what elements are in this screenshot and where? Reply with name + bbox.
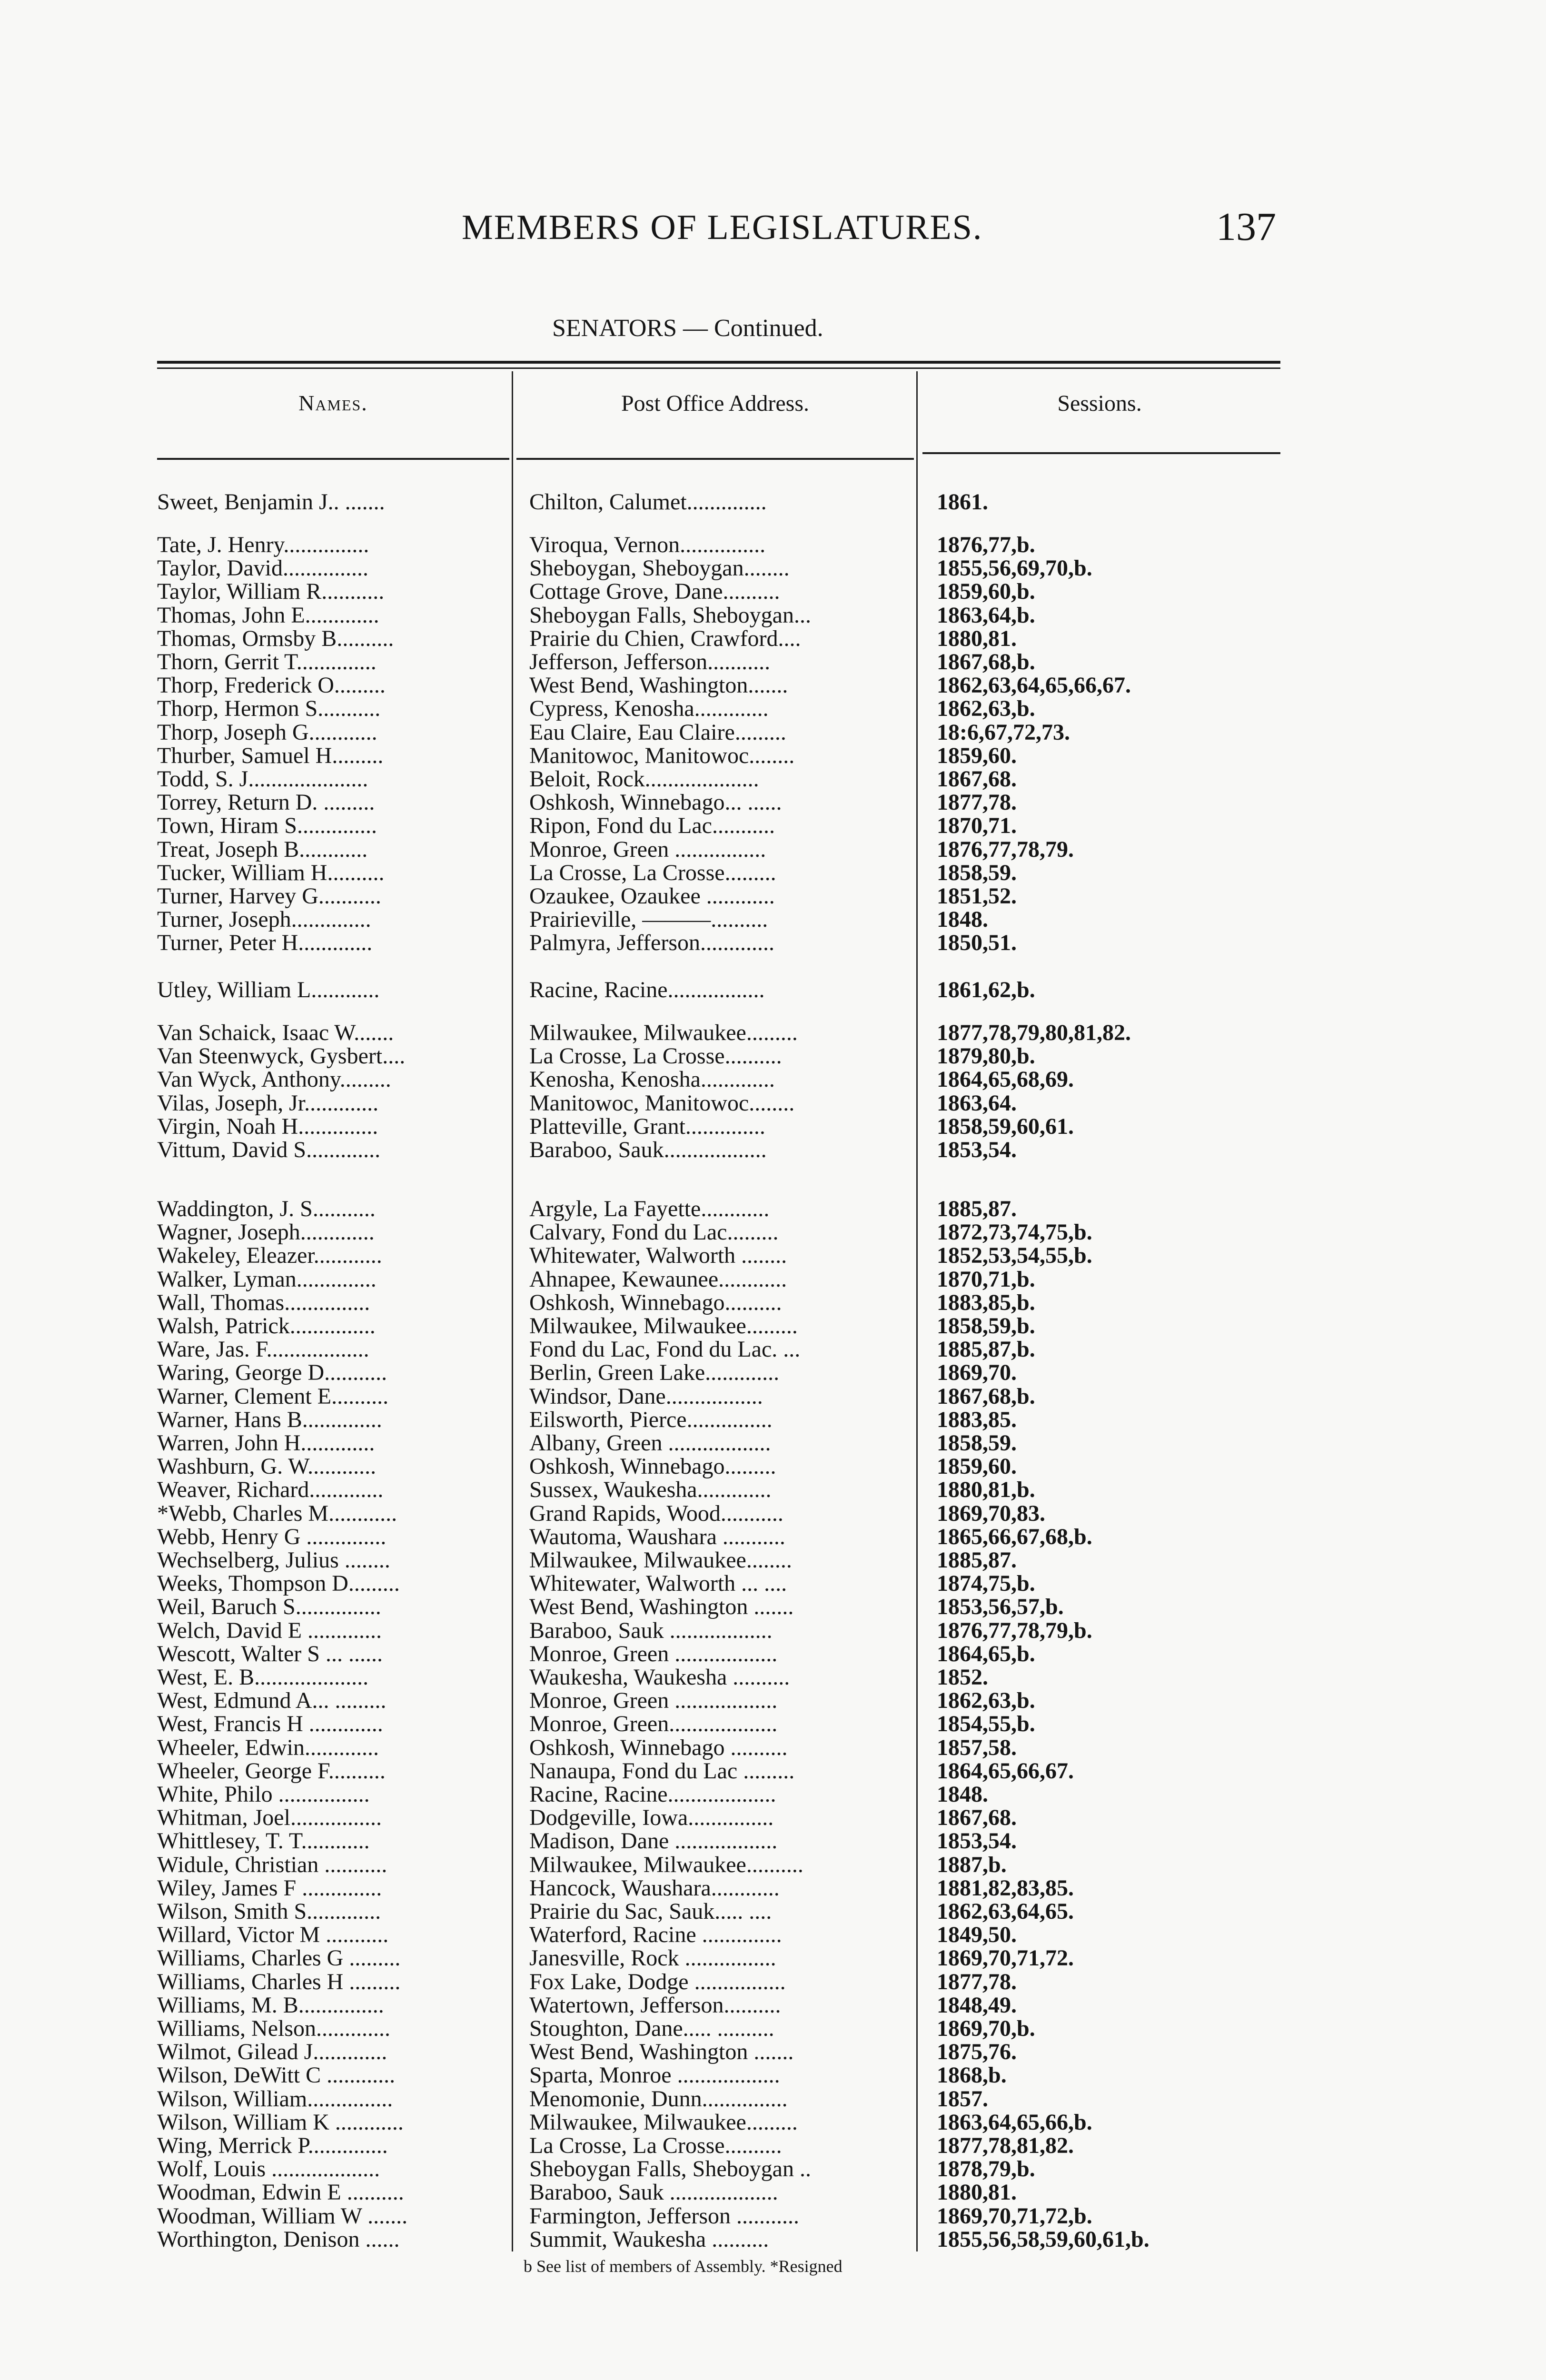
senator-name: Todd, S. J..................... [157, 767, 368, 791]
sessions: 1880,81,b. [937, 1477, 1035, 1502]
sessions: 1859,60. [937, 1454, 1017, 1479]
senator-name: West, E. B.................... [157, 1666, 369, 1689]
senator-name: Williams, Charles H ......... [157, 1970, 401, 1994]
senator-name: Wilmot, Gilead J............. [157, 2040, 387, 2064]
table-row [0, 1900, 1295, 1924]
table-row [0, 2111, 1295, 2134]
table-row [0, 978, 1295, 1002]
sessions: 1867,68,b. [937, 649, 1035, 674]
sessions: 1855,56,58,59,60,61,b. [937, 2227, 1150, 2252]
senator-name: Treat, Joseph B............ [157, 838, 368, 862]
post-office-address: Whitewater, Walworth ........ [529, 1244, 787, 1268]
sessions: 1864,65,68,69. [937, 1067, 1074, 1092]
sessions: 1858,59. [937, 860, 1017, 885]
senator-name: Wheeler, George F.......... [157, 1759, 386, 1783]
senator-name: Van Wyck, Anthony......... [157, 1068, 391, 1091]
senator-name: West, Francis H ............. [157, 1712, 383, 1736]
senator-name: Williams, Charles G ......... [157, 1946, 401, 1970]
post-office-address: Oshkosh, Winnebago......... [529, 1455, 776, 1478]
table-row [0, 838, 1295, 862]
sessions: 1880,81. [937, 2180, 1017, 2205]
table-row [0, 1806, 1295, 1830]
senator-name: Turner, Peter H............. [157, 931, 373, 955]
senator-name: Wall, Thomas............... [157, 1291, 370, 1315]
senator-name: Torrey, Return D. ......... [157, 791, 375, 814]
post-office-address: Manitowoc, Manitowoc........ [529, 744, 795, 768]
post-office-address: Albany, Green .................. [529, 1431, 771, 1455]
post-office-address: Prairieville, ———.......... [529, 908, 768, 932]
post-office-address: Menomonie, Dunn............... [529, 2087, 788, 2111]
table-row [0, 1068, 1295, 1091]
senator-name: Williams, M. B............... [157, 1993, 384, 2017]
senator-name: Wagner, Joseph............. [157, 1220, 375, 1244]
table-row [0, 1197, 1295, 1221]
post-office-address: Viroqua, Vernon............... [529, 533, 766, 557]
table-row [0, 791, 1295, 814]
post-office-address: Racine, Racine................. [529, 978, 765, 1002]
senator-name: Warner, Hans B.............. [157, 1408, 382, 1432]
sessions: 1861. [937, 489, 988, 515]
sessions: 1883,85. [937, 1407, 1017, 1432]
table-row [0, 1478, 1295, 1502]
sessions: 1848,49. [937, 1993, 1017, 2018]
sessions: 1878,79,b. [937, 2156, 1035, 2182]
post-office-address: Farmington, Jefferson ........... [529, 2204, 800, 2228]
sessions: 1887,b. [937, 1852, 1007, 1877]
column-header-sessions: Sessions. [1057, 391, 1142, 416]
table-row [0, 2228, 1295, 2251]
sessions: 1883,85,b. [937, 1290, 1035, 1315]
senator-name: Van Schaick, Isaac W....... [157, 1021, 394, 1045]
post-office-address: Cottage Grove, Dane.......... [529, 580, 780, 604]
table-row [0, 2157, 1295, 2181]
post-office-address: La Crosse, La Crosse.......... [529, 1044, 782, 1068]
senator-name: Turner, Joseph.............. [157, 908, 371, 932]
senator-name: Weeks, Thompson D......... [157, 1572, 400, 1596]
post-office-address: Eau Claire, Eau Claire......... [529, 721, 786, 744]
post-office-address: Milwaukee, Milwaukee......... [529, 1314, 798, 1338]
post-office-address: Windsor, Dane................. [529, 1385, 763, 1408]
table-row [0, 1138, 1295, 1162]
table-row [0, 1455, 1295, 1478]
sessions: 1848. [937, 907, 988, 932]
post-office-address: Sheboygan Falls, Sheboygan .. [529, 2157, 811, 2181]
sessions: 1867,68. [937, 1805, 1017, 1830]
sessions: 1857,58. [937, 1735, 1017, 1760]
table-row [0, 1385, 1295, 1408]
table-row [0, 1876, 1295, 1900]
post-office-address: Waukesha, Waukesha .......... [529, 1666, 790, 1689]
sessions: 1877,78. [937, 1969, 1017, 1994]
post-office-address: Cypress, Kenosha............. [529, 697, 769, 721]
table-row [0, 908, 1295, 932]
post-office-address: Oshkosh, Winnebago.......... [529, 1291, 782, 1315]
table-row [0, 2087, 1295, 2111]
senator-name: Thorp, Hermon S........... [157, 697, 381, 721]
table-row [0, 2017, 1295, 2041]
sessions: 1858,59,b. [937, 1313, 1035, 1339]
senator-name: Worthington, Denison ...... [157, 2228, 400, 2251]
sessions: 1874,75,b. [937, 1571, 1035, 1596]
sessions: 1859,60,b. [937, 579, 1035, 604]
senator-name: Widule, Christian ........... [157, 1853, 387, 1877]
sessions: 1853,54. [937, 1828, 1017, 1854]
post-office-address: Palmyra, Jefferson............. [529, 931, 775, 955]
post-office-address: Oshkosh, Winnebago... ...... [529, 791, 782, 814]
sessions: 1870,71,b. [937, 1267, 1035, 1292]
table-row [0, 1853, 1295, 1877]
table-row [0, 650, 1295, 674]
post-office-address: Grand Rapids, Wood........... [529, 1502, 783, 1526]
post-office-address: Milwaukee, Milwaukee.......... [529, 1853, 803, 1877]
table-row [0, 744, 1295, 768]
post-office-address: Summit, Waukesha .......... [529, 2228, 769, 2251]
table-row [0, 2204, 1295, 2228]
senator-name: Van Steenwyck, Gysbert.... [157, 1044, 406, 1068]
post-office-address: Ozaukee, Ozaukee ............ [529, 884, 775, 908]
post-office-address: Argyle, La Fayette............ [529, 1197, 770, 1221]
table-row [0, 1642, 1295, 1666]
table-row [0, 1525, 1295, 1549]
sessions: 1852. [937, 1665, 988, 1690]
post-office-address: Baraboo, Sauk .................. [529, 1619, 773, 1643]
sessions: 1853,54. [937, 1137, 1017, 1162]
senator-name: Thomas, Ormsby B.......... [157, 627, 394, 651]
senator-name: Wheeler, Edwin............. [157, 1736, 379, 1760]
senator-name: Welch, David E ............. [157, 1619, 382, 1643]
table-row [0, 1408, 1295, 1432]
sessions: 1858,59. [937, 1430, 1017, 1456]
sessions: 1876,77,78,79. [937, 837, 1074, 862]
page-number: 137 [1216, 205, 1276, 249]
post-office-address: Chilton, Calumet.............. [529, 490, 767, 514]
senator-name: Woodman, William W ....... [157, 2204, 408, 2228]
post-office-address: Hancock, Waushara............ [529, 1876, 780, 1900]
column-header-names: Names. [298, 391, 368, 415]
post-office-address: Fox Lake, Dodge ................ [529, 1970, 786, 1994]
table-row [0, 2040, 1295, 2064]
table-row [0, 1091, 1295, 1115]
senator-name: Ware, Jas. F.................. [157, 1338, 369, 1361]
sessions: 1872,73,74,75,b. [937, 1220, 1092, 1245]
post-office-address: Racine, Racine................... [529, 1783, 776, 1806]
table-row [0, 627, 1295, 651]
post-office-address: Jefferson, Jefferson........... [529, 650, 771, 674]
table-row [0, 1021, 1295, 1045]
senator-name: Taylor, William R........... [157, 580, 385, 604]
table-row [0, 1993, 1295, 2017]
senator-name: Sweet, Benjamin J.. ....... [157, 490, 385, 514]
senator-name: Waring, George D........... [157, 1361, 387, 1385]
table-row [0, 814, 1295, 838]
post-office-address: La Crosse, La Crosse......... [529, 861, 776, 885]
table-row [0, 884, 1295, 908]
post-office-address: Sheboygan, Sheboygan........ [529, 556, 790, 580]
sessions: 1858,59,60,61. [937, 1114, 1074, 1139]
sessions: 1868,b. [937, 2063, 1007, 2088]
table-row [0, 1619, 1295, 1643]
post-office-address: Madison, Dane .................. [529, 1829, 778, 1853]
header-underline-names [157, 458, 509, 460]
sessions: 1885,87. [937, 1547, 1017, 1573]
senator-name: Virgin, Noah H.............. [157, 1115, 378, 1139]
senator-name: Woodman, Edwin E .......... [157, 2181, 404, 2204]
sessions: 1877,78,81,82. [937, 2133, 1074, 2158]
senator-name: Taylor, David............... [157, 556, 368, 580]
sessions: 1876,77,78,79,b. [937, 1618, 1092, 1643]
table-row [0, 767, 1295, 791]
post-office-address: Sparta, Monroe .................. [529, 2063, 780, 2087]
post-office-address: Stoughton, Dane..... .......... [529, 2017, 774, 2041]
senator-name: Wilson, Smith S............. [157, 1900, 381, 1924]
post-office-address: Fond du Lac, Fond du Lac. ... [529, 1338, 801, 1361]
senator-name: Webb, Henry G .............. [157, 1525, 386, 1549]
table-row [0, 1115, 1295, 1139]
sessions: 1864,65,b. [937, 1641, 1035, 1666]
senator-name: Thomas, John E............. [157, 604, 379, 627]
senator-name: Wakeley, Eleazer............ [157, 1244, 382, 1268]
post-office-address: Watertown, Jefferson.......... [529, 1993, 781, 2017]
table-row [0, 1829, 1295, 1853]
post-office-address: Monroe, Green................... [529, 1712, 778, 1736]
table-row [0, 1970, 1295, 1994]
sessions: 1870,71. [937, 813, 1017, 838]
post-office-address: La Crosse, La Crosse.......... [529, 2134, 782, 2158]
table-row [0, 1548, 1295, 1572]
post-office-address: Monroe, Green .................. [529, 1689, 778, 1713]
senator-name: Wechselberg, Julius ........ [157, 1548, 390, 1572]
table-row [0, 861, 1295, 885]
column-header-address: Post Office Address. [621, 391, 810, 416]
senator-name: White, Philo ................ [157, 1783, 370, 1806]
section-heading: SENATORS — Continued. [552, 315, 823, 342]
page-header [0, 205, 1295, 265]
sessions: 1863,64,b. [937, 603, 1035, 628]
sessions: 1875,76. [937, 2039, 1017, 2064]
table-row [0, 2063, 1295, 2087]
table-row [0, 931, 1295, 955]
post-office-address: Monroe, Green ................ [529, 838, 766, 862]
table-top-rule-thin [157, 367, 1280, 369]
sessions: 1852,53,54,55,b. [937, 1243, 1092, 1268]
sessions: 1850,51. [937, 930, 1017, 955]
table-row [0, 1044, 1295, 1068]
table-row [0, 580, 1295, 604]
table-row [0, 1923, 1295, 1947]
senator-name: Wilson, William K ............ [157, 2111, 404, 2134]
sessions: 1859,60. [937, 743, 1017, 768]
table-row [0, 1572, 1295, 1596]
post-office-address: Milwaukee, Milwaukee......... [529, 2111, 798, 2134]
sessions: 1854,55,b. [937, 1711, 1035, 1736]
senator-name: Wolf, Louis ................... [157, 2157, 380, 2181]
sessions: 1869,70,83. [937, 1501, 1045, 1526]
sessions: 1857. [937, 2086, 988, 2112]
table-row [0, 533, 1295, 557]
post-office-address: Eilsworth, Pierce............... [529, 1408, 773, 1432]
sessions: 1855,56,69,70,b. [937, 555, 1092, 581]
post-office-address: Monroe, Green .................. [529, 1642, 778, 1666]
sessions: 1876,77,b. [937, 532, 1035, 557]
sessions: 1863,64,65,66,b. [937, 2110, 1092, 2135]
table-row [0, 1244, 1295, 1268]
post-office-address: Waterford, Racine .............. [529, 1923, 782, 1947]
sessions: 1862,63,64,65,66,67. [937, 673, 1131, 698]
senator-name: Wing, Merrick P.............. [157, 2134, 388, 2158]
table-row [0, 604, 1295, 627]
sessions: 1863,64. [937, 1091, 1017, 1116]
sessions: 1879,80,b. [937, 1043, 1035, 1069]
senator-name: Vittum, David S............. [157, 1138, 381, 1162]
sessions: 1877,78. [937, 790, 1017, 815]
table-row [0, 1783, 1295, 1806]
table-row [0, 697, 1295, 721]
table-row [0, 2181, 1295, 2204]
sessions: 1885,87. [937, 1196, 1017, 1221]
post-office-address: Nanaupa, Fond du Lac ......... [529, 1759, 795, 1783]
senator-name: Town, Hiram S.............. [157, 814, 377, 838]
sessions: 1867,68. [937, 766, 1017, 792]
sessions: 1862,63,64,65. [937, 1899, 1074, 1924]
senator-name: Washburn, G. W............ [157, 1455, 377, 1478]
table-top-rule-thick [157, 361, 1280, 364]
senator-name: Thorp, Joseph G............ [157, 721, 377, 744]
table-row [0, 1291, 1295, 1315]
post-office-address: Prairie du Chien, Crawford.... [529, 627, 801, 651]
senator-name: West, Edmund A... ......... [157, 1689, 386, 1713]
senator-name: Warner, Clement E.......... [157, 1385, 389, 1408]
table-row [0, 674, 1295, 697]
sessions: 1864,65,66,67. [937, 1758, 1074, 1784]
post-office-address: Ahnapee, Kewaunee............ [529, 1268, 787, 1291]
post-office-address: Dodgeville, Iowa............... [529, 1806, 774, 1830]
post-office-address: Prairie du Sac, Sauk..... .... [529, 1900, 772, 1924]
header-underline-address [516, 458, 914, 460]
senator-name: Thurber, Samuel H......... [157, 744, 384, 768]
post-office-address: Beloit, Rock.................... [529, 767, 759, 791]
sessions: 1885,87,b. [937, 1337, 1035, 1362]
senator-name: Tucker, William H.......... [157, 861, 385, 885]
sessions: 1869,70,71,72. [937, 1945, 1074, 1971]
post-office-address: Kenosha, Kenosha............. [529, 1068, 775, 1091]
table-row [0, 1595, 1295, 1619]
post-office-address: Platteville, Grant.............. [529, 1115, 765, 1139]
table-row [0, 1361, 1295, 1385]
senator-name: Willard, Victor M ........... [157, 1923, 389, 1947]
senator-name: Wilson, William............... [157, 2087, 393, 2111]
senator-name: Vilas, Joseph, Jr............. [157, 1091, 379, 1115]
post-office-address: Sussex, Waukesha............. [529, 1478, 772, 1502]
table-row [0, 556, 1295, 580]
senator-name: Wescott, Walter S ... ...... [157, 1642, 383, 1666]
senator-name: Utley, William L............ [157, 978, 380, 1002]
table-row [0, 1666, 1295, 1689]
senator-name: Thorp, Frederick O......... [157, 674, 386, 697]
senator-name: Turner, Harvey G........... [157, 884, 381, 908]
sessions: 1865,66,67,68,b. [937, 1524, 1092, 1549]
post-office-address: West Bend, Washington....... [529, 674, 788, 697]
table-row [0, 1268, 1295, 1291]
senator-name: Wiley, James F .............. [157, 1876, 382, 1900]
senator-name: Thorn, Gerrit T.............. [157, 650, 377, 674]
table-row [0, 1712, 1295, 1736]
sessions: 1881,82,83,85. [937, 1875, 1074, 1901]
sessions: 1862,63,b. [937, 696, 1035, 721]
post-office-address: West Bend, Washington ....... [529, 2040, 794, 2064]
sessions: 1849,50. [937, 1922, 1017, 1947]
senator-name: Whitman, Joel................ [157, 1806, 382, 1830]
footnote: b See list of members of Assembly. *Resigned [524, 2257, 842, 2276]
post-office-address: Manitowoc, Manitowoc........ [529, 1091, 795, 1115]
table-row [0, 490, 1295, 514]
table-row [0, 1338, 1295, 1361]
senator-name: Whittlesey, T. T............ [157, 1829, 370, 1853]
table-row [0, 1689, 1295, 1713]
sessions: 1862,63,b. [937, 1688, 1035, 1713]
post-office-address: West Bend, Washington ....... [529, 1595, 794, 1619]
senator-name: Weaver, Richard............. [157, 1478, 384, 1502]
senator-name: Williams, Nelson............. [157, 2017, 391, 2041]
running-title: MEMBERS OF LEGISLATURES. [462, 208, 983, 247]
table-row [0, 2134, 1295, 2158]
sessions: 1867,68,b. [937, 1384, 1035, 1409]
senator-name: *Webb, Charles M............ [157, 1502, 397, 1526]
senator-name: Walker, Lyman.............. [157, 1268, 377, 1291]
table-row [0, 1759, 1295, 1783]
post-office-address: Calvary, Fond du Lac......... [529, 1220, 779, 1244]
table-row [0, 1220, 1295, 1244]
post-office-address: Milwaukee, Milwaukee........ [529, 1548, 792, 1572]
senator-name: Warren, John H............. [157, 1431, 375, 1455]
sessions: 1861,62,b. [937, 977, 1035, 1002]
post-office-address: Milwaukee, Milwaukee......... [529, 1021, 798, 1045]
table-row [0, 1736, 1295, 1760]
post-office-address: Wautoma, Waushara ........... [529, 1525, 785, 1549]
post-office-address: Berlin, Green Lake............. [529, 1361, 780, 1385]
sessions: 1869,70,b. [937, 2016, 1035, 2041]
post-office-address: Ripon, Fond du Lac........... [529, 814, 775, 838]
table-row [0, 1946, 1295, 1970]
senator-name: Wilson, DeWitt C ............ [157, 2063, 396, 2087]
sessions: 1880,81. [937, 626, 1017, 651]
sessions: 1869,70. [937, 1360, 1017, 1385]
post-office-address: Janesville, Rock ................ [529, 1946, 776, 1970]
sessions: 1877,78,79,80,81,82. [937, 1020, 1131, 1045]
senator-name: Walsh, Patrick............... [157, 1314, 376, 1338]
post-office-address: Sheboygan Falls, Sheboygan... [529, 604, 811, 627]
post-office-address: Baraboo, Sauk ................... [529, 2181, 778, 2204]
post-office-address: Whitewater, Walworth ... .... [529, 1572, 787, 1596]
sessions: 18:6,67,72,73. [937, 720, 1070, 745]
table-row [0, 1502, 1295, 1526]
sessions: 1853,56,57,b. [937, 1594, 1064, 1619]
table-row [0, 1314, 1295, 1338]
sessions: 1851,52. [937, 883, 1017, 909]
senator-name: Weil, Baruch S............... [157, 1595, 381, 1619]
header-underline-sessions [922, 452, 1280, 454]
post-office-address: Baraboo, Sauk.................. [529, 1138, 767, 1162]
senator-name: Waddington, J. S........... [157, 1197, 376, 1221]
senator-name: Tate, J. Henry............... [157, 533, 369, 557]
sessions: 1848. [937, 1782, 988, 1807]
table-row [0, 721, 1295, 744]
sessions: 1869,70,71,72,b. [937, 2203, 1092, 2229]
table-row [0, 1431, 1295, 1455]
post-office-address: Oshkosh, Winnebago .......... [529, 1736, 788, 1760]
